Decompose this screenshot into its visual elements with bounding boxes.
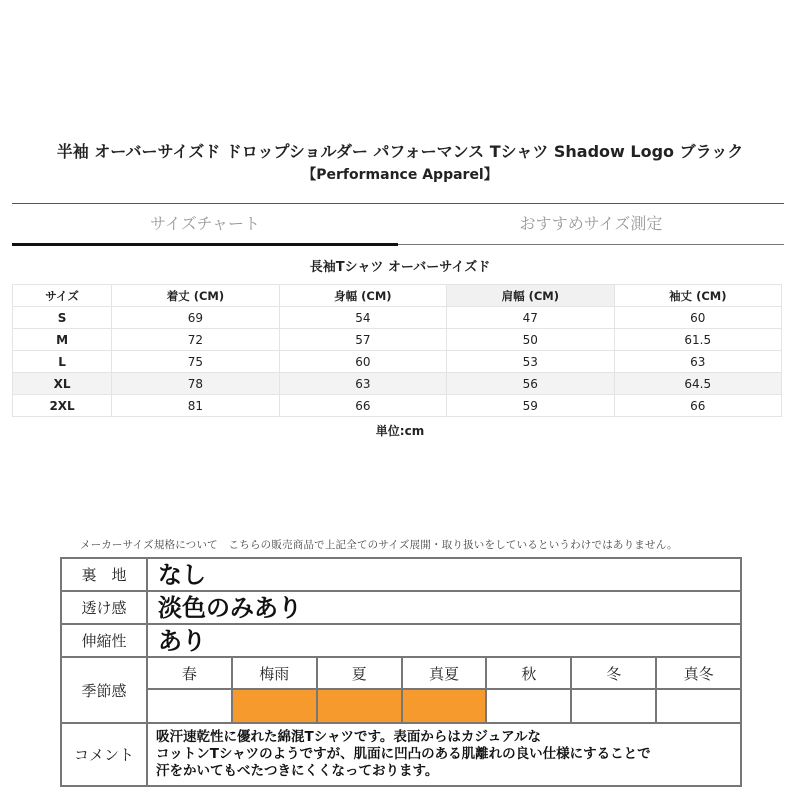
- season-name: 真冬: [683, 664, 714, 683]
- size-chart-title: 長袖Tシャツ オーバーサイズド: [309, 260, 491, 275]
- season-names: [148, 658, 740, 690]
- table-cell: 53: [447, 351, 614, 373]
- header-shoulder: 肩幅 (CM): [447, 285, 614, 307]
- size-note: メーカーサイズ規格について こちらの販売商品で上記全てのサイズ展開・取り扱いをしているというわけではありません。: [80, 539, 678, 551]
- comment-text: [148, 724, 740, 785]
- spec-label: 季節感: [62, 658, 148, 722]
- product-subtitle: 【Performance Apparel】: [302, 167, 498, 183]
- table-cell: 63: [614, 351, 781, 373]
- spec-table: [60, 557, 742, 787]
- spec-value: 淡色のみあり: [158, 593, 302, 622]
- season-marks: [148, 690, 740, 722]
- spec-row-season: [62, 658, 740, 724]
- table-cell: 56: [447, 373, 614, 395]
- table-row: [13, 329, 782, 351]
- table-cell: S: [13, 307, 112, 329]
- table-cell: 66: [614, 395, 781, 417]
- spec-row-lining: [62, 559, 740, 592]
- comment-line: 汗をかいてもべたつきにくくなっております。: [156, 763, 439, 779]
- table-cell: 78: [112, 373, 279, 395]
- table-cell: 63: [279, 373, 446, 395]
- spec-value: あり: [158, 626, 206, 655]
- table-cell: 81: [112, 395, 279, 417]
- size-chart-table: [12, 284, 782, 417]
- tab-bar: [12, 206, 784, 246]
- header-sleeve: 袖丈 (CM): [614, 285, 781, 307]
- table-cell: 75: [112, 351, 279, 373]
- spec-label: 伸縮性: [62, 625, 148, 656]
- spec-row-stretch: [62, 625, 740, 658]
- season-mark: [487, 690, 572, 722]
- season-name: 夏: [318, 658, 403, 688]
- spec-row-sheer: [62, 592, 740, 625]
- table-cell: M: [13, 329, 112, 351]
- spec-label: 透け感: [62, 592, 148, 623]
- season-mark: [403, 690, 488, 722]
- table-cell: 66: [279, 395, 446, 417]
- season-mark: [657, 690, 740, 722]
- header-length: 着丈 (CM): [112, 285, 279, 307]
- table-cell: 64.5: [614, 373, 781, 395]
- divider: [12, 203, 784, 204]
- table-cell: 69: [112, 307, 279, 329]
- spec-value: なし: [158, 560, 206, 589]
- tab-recommended-size[interactable]: おすすめサイズ測定: [398, 206, 784, 245]
- table-cell: XL: [13, 373, 112, 395]
- unit-label: 単位:cm: [375, 424, 425, 438]
- season-mark: [233, 690, 318, 722]
- table-cell: 60: [279, 351, 446, 373]
- table-cell: 50: [447, 329, 614, 351]
- table-cell: 60: [614, 307, 781, 329]
- table-cell: 2XL: [13, 395, 112, 417]
- season-name: 秋: [487, 658, 572, 688]
- spec-row-comment: [62, 724, 740, 785]
- season-grid: [148, 658, 740, 722]
- table-header-row: [13, 285, 782, 307]
- season-name: 梅雨: [233, 658, 318, 688]
- season-name: 真夏: [403, 658, 488, 688]
- product-title: 半袖 オーバーサイズド ドロップショルダー パフォーマンス Tシャツ Shadow Logo ブラック: [56, 142, 744, 161]
- season-name: 冬: [572, 658, 657, 688]
- table-row: [13, 395, 782, 417]
- table-row: [13, 373, 782, 395]
- season-mark: [572, 690, 657, 722]
- header-size: サイズ: [13, 285, 112, 307]
- comment-line: 吸汗速乾性に優れた綿混Tシャツです。表面からはカジュアルな: [156, 729, 542, 745]
- table-cell: 57: [279, 329, 446, 351]
- comment-line: コットンTシャツのようですが、肌面に凹凸のある肌離れの良い仕様にすることで: [156, 746, 651, 762]
- header-width: 身幅 (CM): [279, 285, 446, 307]
- season-mark: [318, 690, 403, 722]
- table-row: [13, 307, 782, 329]
- season-name: 春: [148, 658, 233, 688]
- table-cell: 59: [447, 395, 614, 417]
- table-cell: 54: [279, 307, 446, 329]
- season-mark: [148, 690, 233, 722]
- spec-label: 裏 地: [62, 559, 148, 590]
- table-cell: 61.5: [614, 329, 781, 351]
- spec-label: コメント: [62, 724, 148, 785]
- table-cell: L: [13, 351, 112, 373]
- tab-size-chart[interactable]: サイズチャート: [12, 206, 398, 246]
- table-row: [13, 351, 782, 373]
- table-cell: 72: [112, 329, 279, 351]
- table-cell: 47: [447, 307, 614, 329]
